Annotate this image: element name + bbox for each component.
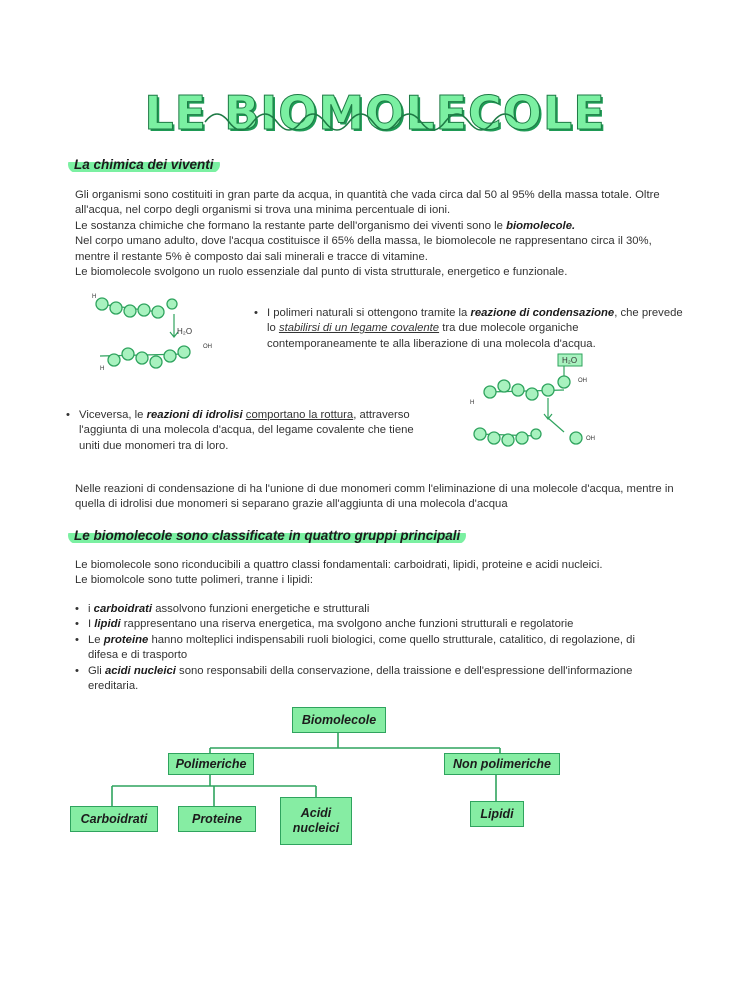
summary-paragraph: Nelle reazioni di condensazione di ha l'unione di due monomeri comm l'eliminazione di una molecole d'acqua, mentre in quella di idrolisi due monomeri si separano grazie all'aggiunta di una molecola d'acqua	[75, 483, 674, 511]
water-label: H₂O	[177, 327, 193, 336]
list-item: • Gli acidi nucleici sono responsabili della conservazione, della traissione e dell'espressione dell'informazione ereditaria.	[75, 664, 635, 695]
tree-node-lipidi: Lipidi	[470, 801, 524, 827]
list-item: • I lipidi rappresentano una riserva energetica, ma svolgono anche funzioni strutturali e regolatorie	[75, 617, 635, 632]
h-label: H	[470, 400, 475, 406]
classification-intro: Le biomolecole sono riconducibili a quattro classi fondamentali: carboidrati, lipidi, proteine e acidi nucleici. Le biomolcole sono tutte polimeri, tranne i lipidi:	[75, 559, 603, 587]
list-item: • Viceversa, le reazioni di idrolisi comportano la rottura, attraverso l'aggiunta di una molecola d'acqua, del legame covalente che tiene uniti due monomeri tra di loro.	[66, 408, 416, 454]
h-label: H	[100, 366, 105, 372]
oh-label: OH	[586, 436, 595, 442]
tree-node-proteine: Proteine	[178, 806, 256, 832]
tree-node-polimeriche: Polimeriche	[168, 753, 254, 775]
section-heading-chimica: La chimica dei viventi	[68, 156, 220, 173]
page-title: LE BIOMOLECOLE	[144, 86, 606, 140]
oh-label: OH	[203, 344, 212, 350]
list-item: • I polimeri naturali si ottengono tramite la reazione di condensazione, che prevede lo stabilirsi di un legame covalente tra due molecole organiche contemporaneamente te alla liberazione di una molecola d'acqua.	[254, 306, 684, 352]
intro-paragraph: Gli organismi sono costituiti in gran parte da acqua, in quantità che vada circa dal 50 al 95% della massa totale. Oltre all'acqua, nel corpo degli organismi si trova una minima percentuale di ioni. Le sostanza chimiche che formano la restante parte dell'organismo dei viventi sono le biomolecole. Nel corpo umano adulto, dove l'acqua costituisce il 65% della massa, le biomolecole ne rappresentano circa il 30%, mentre il restante 5% è composto dai sali minerali e tracce di vitamine. Le biomolecole svolgono un ruolo essenziale dal punto di vista strutturale, energetico e funzionale.	[75, 189, 660, 279]
h-label: H	[92, 294, 97, 300]
tree-node-carboidrati: Carboidrati	[70, 806, 158, 832]
tree-node-non-polimeriche: Non polimeriche	[444, 753, 560, 775]
section-heading-classificazione: Le biomolecole sono classificate in quattro gruppi principali	[68, 527, 466, 544]
water-label: H₂O	[562, 356, 578, 365]
tree-node-acidi-nucleici: Acidi nucleici	[280, 797, 352, 845]
tree-node-biomolecole: Biomolecole	[292, 707, 386, 733]
oh-label: OH	[578, 378, 587, 384]
list-item: • Le proteine hanno molteplici indispensabili ruoli biologici, come quello strutturale, catalitico, di regolazione, di difesa e di trasporto	[75, 633, 635, 664]
list-item: • i carboidrati assolvono funzioni energetiche e strutturali	[75, 602, 635, 617]
